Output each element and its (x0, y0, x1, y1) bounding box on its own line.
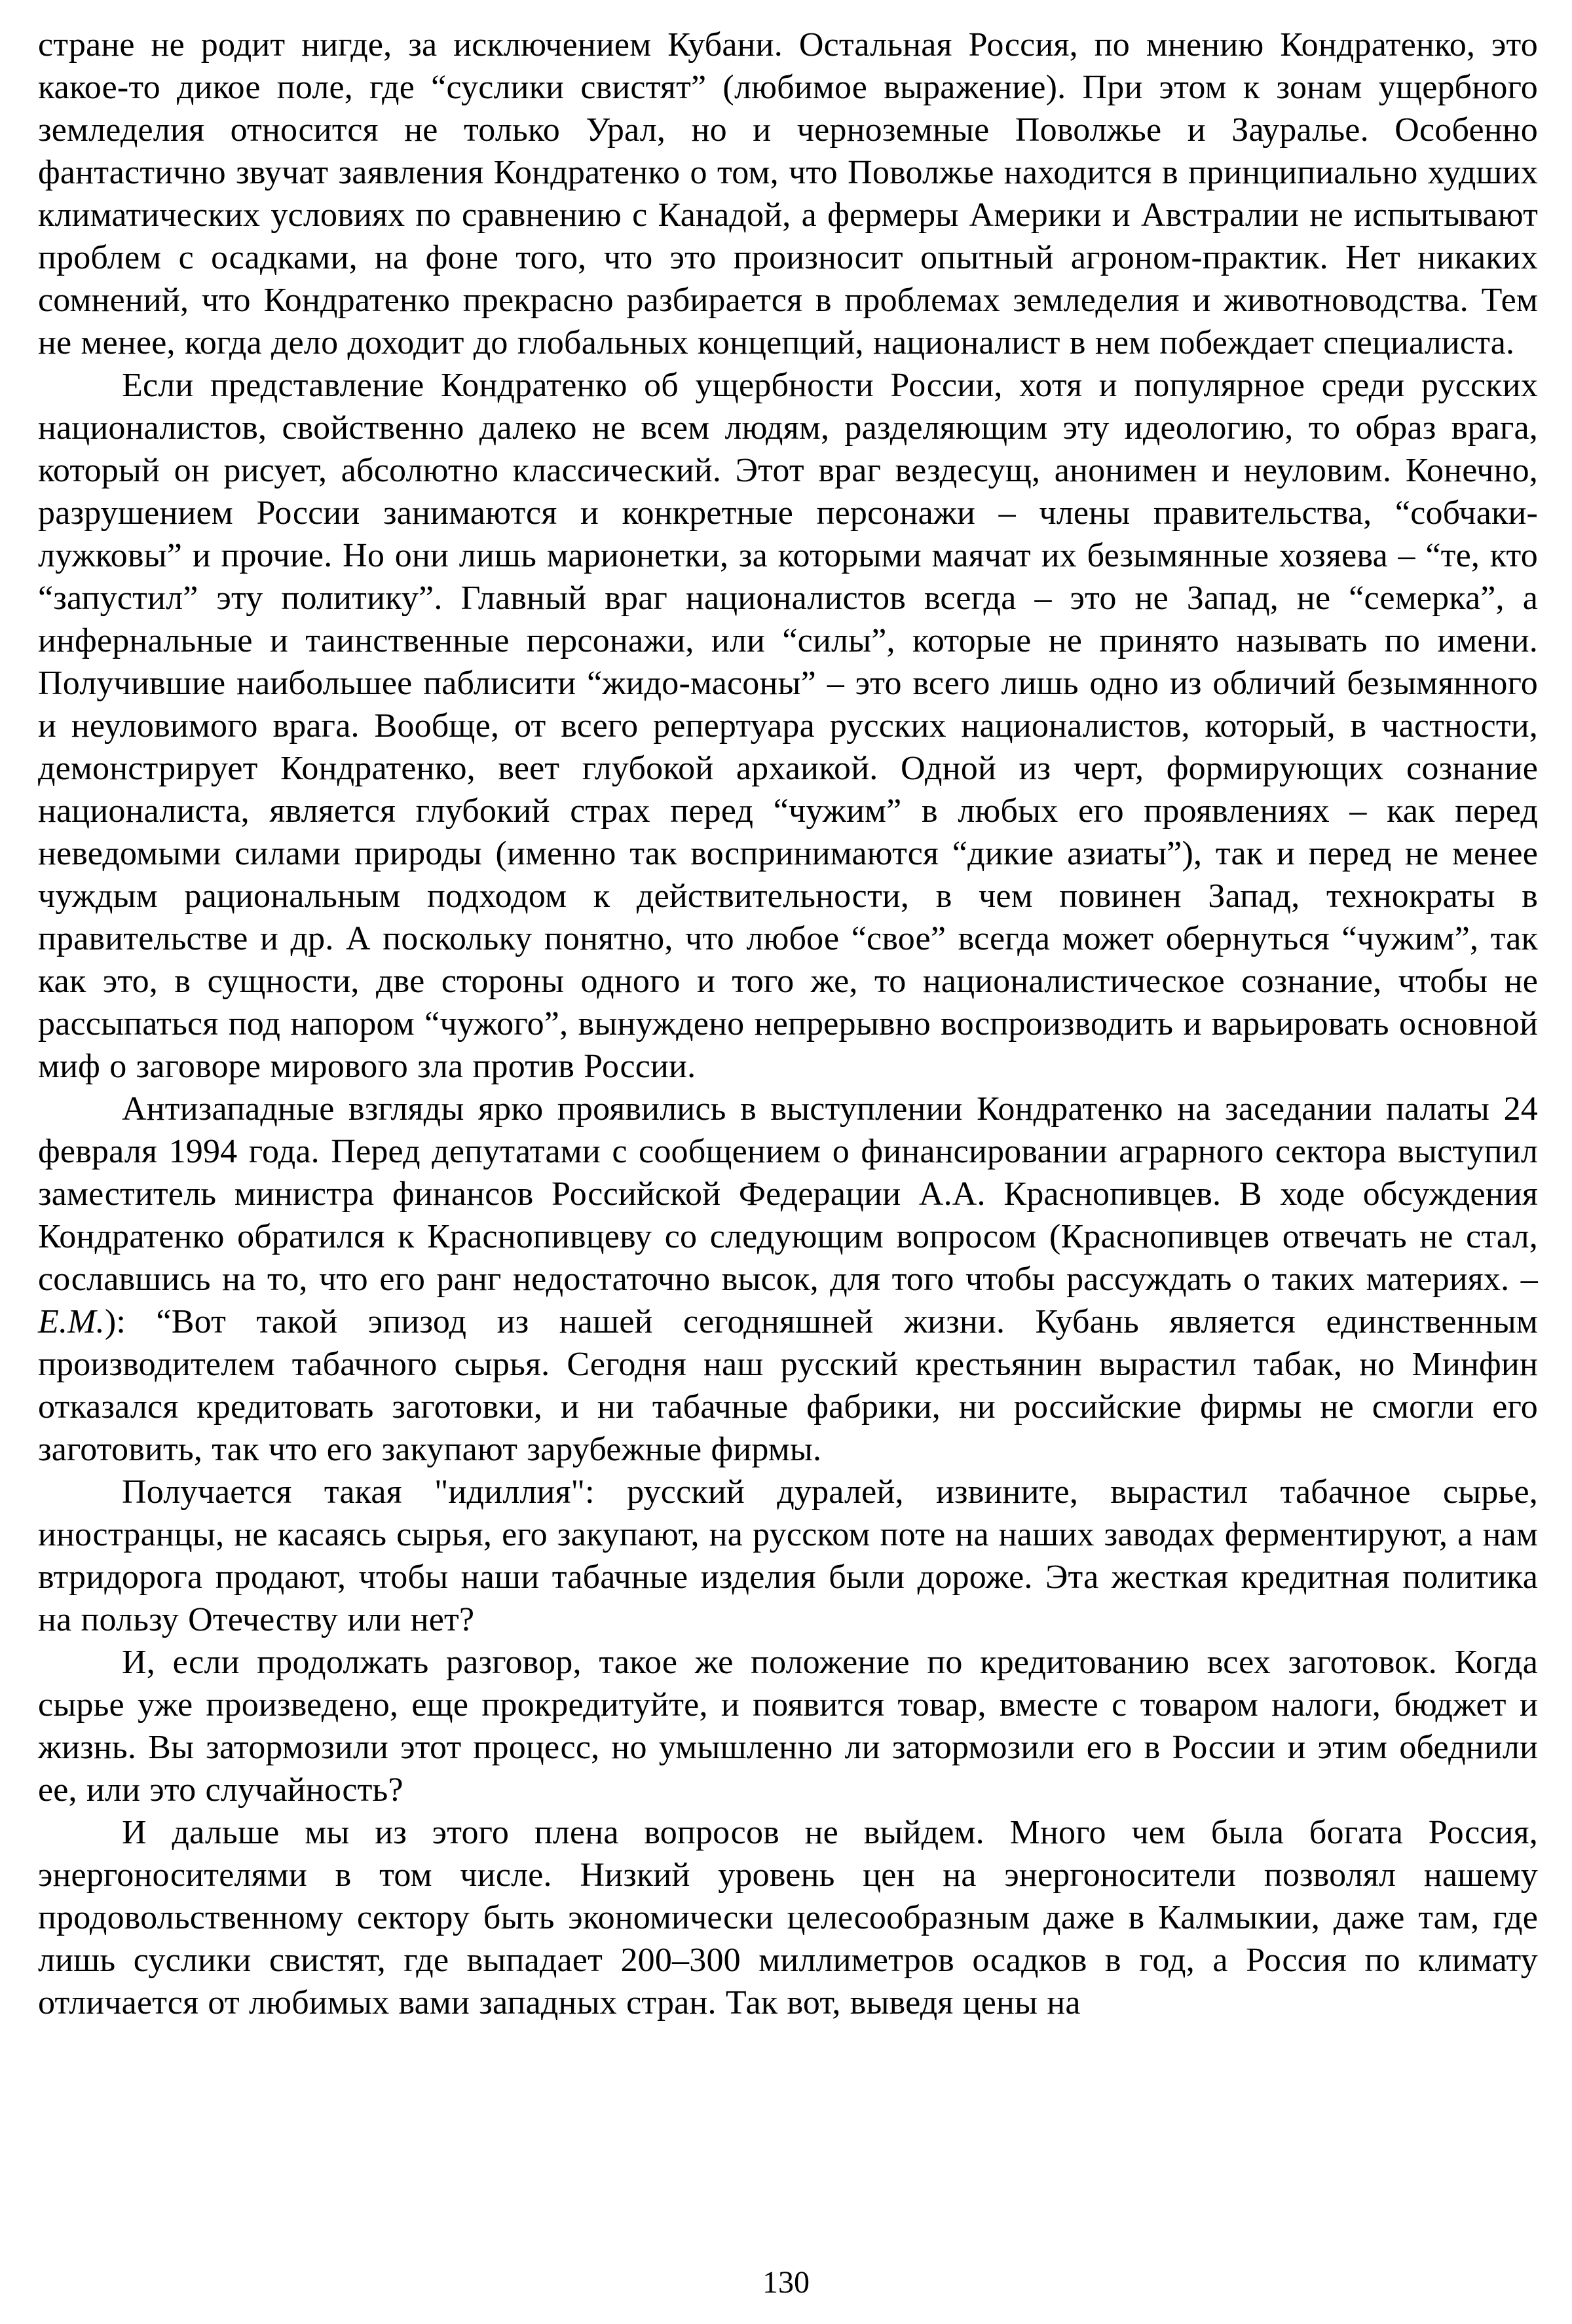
page-footer (0, 2264, 1572, 2301)
text-block (38, 24, 1538, 2024)
page-number: 130 (762, 2265, 810, 2300)
paragraph: Получается такая "идиллия": русский дуралей, извините, вырастил табачное сырье, иностранцы, не касаясь сырья, его закупают, на русском поте на наших заводах ферментируют, а нам втридорога продают, чтобы наши табачные изделия были дороже. Эта жесткая кредитная политика на пользу Отечеству или нет? (38, 1473, 1538, 1638)
paragraph (38, 1088, 1538, 1471)
paragraph-segment: ): “Вот такой эпизод из нашей сегодняшней жизни. Кубань является единственным производителем табачного сырья. Сегодня наш русский крестьянин вырастил табак, но Минфин отказался кредитовать заготовки, и ни табачные фабрики, ни российские фирмы не смогли его заготовить, так что его закупают зарубежные фирмы. (38, 1303, 1538, 1468)
paragraph: И, если продолжать разговор, такое же положение по кредитованию всех заготовок. Когда сырье уже произведено, еще прокредитуйте, и появится товар, вместе с товаром налоги, бюджет и жизнь. Вы затормозили этот процесс, но умышленно ли затормозили его в России и этим обеднили ее, или это случайность? (38, 1644, 1538, 1809)
paragraph-continuation: стране не родит нигде, за исключением Кубани. Остальная Россия, по мнению Кондратенко, это какое-то дикое поле, где “суслики свистят” (любимое выражение). При этом к зонам ущербного земледелия относится не только Урал, но и черноземные Поволжье и Зауралье. Особенно фантастично звучат заявления Кондратенко о том, что Поволжье находится в принципиально худших климатических условиях по сравнению с Канадой, а фермеры Америки и Австралии не испытывают проблем с осадками, на фоне того, что это произносит опытный агроном-практик. Нет никаких сомнений, что Кондратенко прекрасно разбирается в проблемах земледелия и животноводства. Тем не менее, когда дело доходит до глобальных концепций, националист в нем побеждает специалиста. (38, 26, 1538, 361)
paragraph-segment: Антизападные взгляды ярко проявились в выступлении Кондратенко на заседании палаты 24 февраля 1994 года. Перед депутатами с сообщением о финансировании аграрного сектора выступил заместитель министра финансов Российской Федерации А.А. Краснопивцев. В ходе обсуждения Кондратенко обратился к Краснопивцеву со следующим вопросом (Краснопивцев отвечать не стал, сославшись на то, что его ранг недостаточно высок, для того чтобы рассуждать о таких материях. – (38, 1090, 1538, 1298)
paragraph-segment-italic: Е.М. (38, 1303, 105, 1340)
paragraph: Если представление Кондратенко об ущербности России, хотя и популярное среди русских националистов, свойственно далеко не всем людям, разделяющим эту идеологию, то образ врага, который он рисует, абсолютно классический. Этот враг вездесущ, анонимен и неуловим. Конечно, разрушением России занимаются и конкретные персонажи – члены правительства, “собчаки-лужковы” и прочие. Но они лишь марионетки, за которыми маячат их безымянные хозяева – “те, кто “запустил” эту политику”. Главный враг националистов всегда – это не Запад, не “семерка”, а инфернальные и таинственные персонажи, или “силы”, которые не принято называть по имени. Получившие наибольшее паблисити “жидо-масоны” – это всего лишь одно из обличий безымянного и неуловимого врага. Вообще, от всего репертуара русских националистов, который, в частности, демонстрирует Кондратенко, веет глубокой архаикой. Одной из черт, формирующих сознание националиста, является глубокий страх перед “чужим” в любых его проявлениях – как перед неведомыми силами природы (именно так воспринимаются “дикие азиаты”), так и перед не менее чуждым рациональным подходом к действительности, в чем повинен Запад, технократы в правительстве и др. А поскольку понятно, что любое “свое” всегда может обернуться “чужим”, так как это, в сущности, две стороны одного и того же, то националистическое сознание, чтобы не рассыпаться под напором “чужого”, вынуждено непрерывно воспроизводить и варьировать основной миф о заговоре мирового зла против России. (38, 367, 1538, 1085)
paragraph: И дальше мы из этого плена вопросов не выйдем. Много чем была богата Россия, энергоносителями в том числе. Низкий уровень цен на энергоносители позволял нашему продовольственному сектору быть экономически целесообразным даже в Калмыкии, даже там, где лишь суслики свистят, где выпадает 200–300 миллиметров осадков в год, а Россия по климату отличается от любимых вами западных стран. Так вот, выведя цены на (38, 1814, 1538, 2021)
